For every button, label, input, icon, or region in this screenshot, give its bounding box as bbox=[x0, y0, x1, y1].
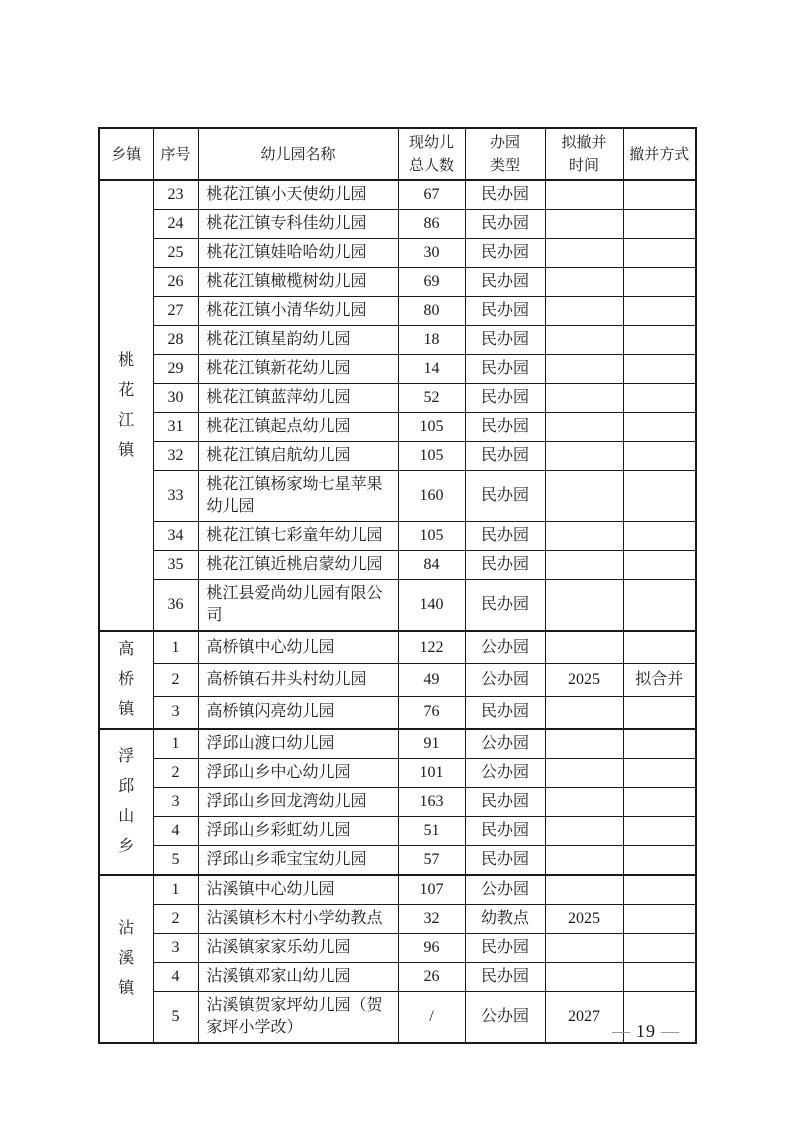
serial-cell: 3 bbox=[153, 696, 198, 729]
count-cell: 80 bbox=[398, 297, 465, 326]
table-row bbox=[99, 297, 696, 326]
type-cell: 民办园 bbox=[465, 551, 545, 580]
method-cell bbox=[623, 759, 696, 788]
count-cell: 30 bbox=[398, 239, 465, 268]
method-cell bbox=[623, 817, 696, 846]
name-cell: 沾溪镇中心幼儿园 bbox=[198, 875, 398, 905]
time-cell bbox=[545, 631, 623, 664]
name-cell: 浮邱山乡彩虹幼儿园 bbox=[198, 817, 398, 846]
header-row bbox=[99, 128, 696, 180]
header-type-line2: 类型 bbox=[489, 157, 520, 174]
table-row bbox=[99, 210, 696, 239]
name-cell: 沾溪镇杉木村小学幼教点 bbox=[198, 905, 398, 934]
type-cell: 民办园 bbox=[465, 696, 545, 729]
township-cell bbox=[99, 180, 153, 631]
time-cell bbox=[545, 729, 623, 759]
table-body bbox=[99, 180, 696, 1043]
serial-cell: 36 bbox=[153, 580, 198, 632]
serial-cell: 5 bbox=[153, 992, 198, 1044]
type-cell: 公办园 bbox=[465, 664, 545, 696]
table-row bbox=[99, 788, 696, 817]
time-cell bbox=[545, 551, 623, 580]
count-cell: 96 bbox=[398, 934, 465, 963]
page-number-dash-right: — bbox=[661, 1021, 680, 1041]
serial-cell: 2 bbox=[153, 664, 198, 696]
header-count bbox=[398, 128, 465, 180]
time-cell bbox=[545, 326, 623, 355]
table-row bbox=[99, 239, 696, 268]
method-cell bbox=[623, 471, 696, 522]
count-cell: 105 bbox=[398, 413, 465, 442]
page-number-dash-left: — bbox=[612, 1021, 631, 1041]
count-cell: 67 bbox=[398, 180, 465, 210]
type-cell: 民办园 bbox=[465, 580, 545, 632]
serial-cell: 31 bbox=[153, 413, 198, 442]
count-cell: 91 bbox=[398, 729, 465, 759]
time-cell bbox=[545, 413, 623, 442]
count-cell: 84 bbox=[398, 551, 465, 580]
type-cell: 公办园 bbox=[465, 875, 545, 905]
serial-cell: 35 bbox=[153, 551, 198, 580]
type-cell: 公办园 bbox=[465, 729, 545, 759]
name-cell: 高桥镇中心幼儿园 bbox=[198, 631, 398, 664]
time-cell bbox=[545, 442, 623, 471]
table-row bbox=[99, 384, 696, 413]
type-cell: 民办园 bbox=[465, 239, 545, 268]
table-row bbox=[99, 631, 696, 664]
serial-cell: 1 bbox=[153, 631, 198, 664]
township-cell bbox=[99, 631, 153, 729]
type-cell: 民办园 bbox=[465, 522, 545, 551]
serial-cell: 34 bbox=[153, 522, 198, 551]
township-label: 桃花江镇 bbox=[118, 351, 135, 459]
table-row bbox=[99, 846, 696, 876]
header-count-line1: 现幼儿 bbox=[408, 134, 454, 151]
table-row bbox=[99, 934, 696, 963]
table-row bbox=[99, 268, 696, 297]
type-cell: 幼教点 bbox=[465, 905, 545, 934]
header-method bbox=[623, 128, 696, 180]
method-cell bbox=[623, 210, 696, 239]
name-cell: 桃花江镇小清华幼儿园 bbox=[198, 297, 398, 326]
serial-cell: 2 bbox=[153, 759, 198, 788]
name-cell: 桃花江镇专科佳幼儿园 bbox=[198, 210, 398, 239]
count-cell: 49 bbox=[398, 664, 465, 696]
type-cell: 民办园 bbox=[465, 963, 545, 992]
count-cell: / bbox=[398, 992, 465, 1044]
serial-cell: 29 bbox=[153, 355, 198, 384]
time-cell bbox=[545, 180, 623, 210]
count-cell: 26 bbox=[398, 963, 465, 992]
header-township bbox=[99, 128, 153, 180]
header-type-line1: 办园 bbox=[489, 134, 520, 151]
serial-cell: 27 bbox=[153, 297, 198, 326]
name-cell: 桃花江镇七彩童年幼儿园 bbox=[198, 522, 398, 551]
time-cell: 2027 bbox=[545, 992, 623, 1044]
header-township-label: 乡镇 bbox=[111, 145, 142, 163]
type-cell: 民办园 bbox=[465, 180, 545, 210]
type-cell: 民办园 bbox=[465, 413, 545, 442]
type-cell: 公办园 bbox=[465, 992, 545, 1044]
name-cell: 桃花江镇蓝萍幼儿园 bbox=[198, 384, 398, 413]
count-cell: 105 bbox=[398, 522, 465, 551]
table-row bbox=[99, 875, 696, 905]
header-time-line2: 时间 bbox=[568, 157, 599, 174]
time-cell bbox=[545, 788, 623, 817]
table-row bbox=[99, 180, 696, 210]
name-cell: 浮邱山乡中心幼儿园 bbox=[198, 759, 398, 788]
serial-cell: 2 bbox=[153, 905, 198, 934]
method-cell bbox=[623, 180, 696, 210]
method-cell bbox=[623, 413, 696, 442]
header-type bbox=[465, 128, 545, 180]
method-cell bbox=[623, 384, 696, 413]
table-row bbox=[99, 963, 696, 992]
name-cell: 桃花江镇杨家坳七星苹果幼儿园 bbox=[198, 471, 398, 522]
township-cell bbox=[99, 729, 153, 875]
count-cell: 32 bbox=[398, 905, 465, 934]
serial-cell: 5 bbox=[153, 846, 198, 876]
count-cell: 86 bbox=[398, 210, 465, 239]
serial-cell: 26 bbox=[153, 268, 198, 297]
method-cell bbox=[623, 580, 696, 632]
serial-cell: 25 bbox=[153, 239, 198, 268]
method-cell: 拟合并 bbox=[623, 664, 696, 696]
time-cell bbox=[545, 297, 623, 326]
serial-cell: 32 bbox=[153, 442, 198, 471]
name-cell: 高桥镇石井头村幼儿园 bbox=[198, 664, 398, 696]
table-row bbox=[99, 729, 696, 759]
header-name bbox=[198, 128, 398, 180]
table-row bbox=[99, 442, 696, 471]
table-row bbox=[99, 522, 696, 551]
count-cell: 57 bbox=[398, 846, 465, 876]
time-cell bbox=[545, 239, 623, 268]
count-cell: 101 bbox=[398, 759, 465, 788]
name-cell: 浮邱山乡回龙湾幼儿园 bbox=[198, 788, 398, 817]
count-cell: 107 bbox=[398, 875, 465, 905]
serial-cell: 1 bbox=[153, 729, 198, 759]
time-cell bbox=[545, 875, 623, 905]
header-time-line1: 拟撤并 bbox=[561, 134, 607, 151]
name-cell: 桃江县爱尚幼儿园有限公司 bbox=[198, 580, 398, 632]
table-row bbox=[99, 759, 696, 788]
time-cell: 2025 bbox=[545, 664, 623, 696]
serial-cell: 1 bbox=[153, 875, 198, 905]
method-cell bbox=[623, 239, 696, 268]
serial-cell: 3 bbox=[153, 788, 198, 817]
serial-cell: 24 bbox=[153, 210, 198, 239]
count-cell: 163 bbox=[398, 788, 465, 817]
count-cell: 14 bbox=[398, 355, 465, 384]
type-cell: 民办园 bbox=[465, 326, 545, 355]
method-cell bbox=[623, 355, 696, 384]
time-cell bbox=[545, 759, 623, 788]
count-cell: 140 bbox=[398, 580, 465, 632]
method-cell bbox=[623, 846, 696, 876]
type-cell: 民办园 bbox=[465, 817, 545, 846]
count-cell: 69 bbox=[398, 268, 465, 297]
method-cell bbox=[623, 788, 696, 817]
name-cell: 桃花江镇启航幼儿园 bbox=[198, 442, 398, 471]
time-cell bbox=[545, 522, 623, 551]
type-cell: 民办园 bbox=[465, 471, 545, 522]
type-cell: 公办园 bbox=[465, 759, 545, 788]
table-row bbox=[99, 551, 696, 580]
method-cell bbox=[623, 905, 696, 934]
time-cell bbox=[545, 934, 623, 963]
header-serial bbox=[153, 128, 198, 180]
type-cell: 民办园 bbox=[465, 846, 545, 876]
type-cell: 民办园 bbox=[465, 442, 545, 471]
name-cell: 浮邱山渡口幼儿园 bbox=[198, 729, 398, 759]
township-label: 沾溪镇 bbox=[118, 920, 135, 997]
name-cell: 桃花江镇小天使幼儿园 bbox=[198, 180, 398, 210]
type-cell: 民办园 bbox=[465, 297, 545, 326]
header-serial-label: 序号 bbox=[160, 145, 191, 163]
type-cell: 民办园 bbox=[465, 355, 545, 384]
name-cell: 沾溪镇贺家坪幼儿园（贺家坪小学改） bbox=[198, 992, 398, 1044]
method-cell bbox=[623, 631, 696, 664]
time-cell bbox=[545, 580, 623, 632]
time-cell bbox=[545, 355, 623, 384]
type-cell: 民办园 bbox=[465, 268, 545, 297]
page-number-value: 19 bbox=[636, 1021, 656, 1041]
count-cell: 160 bbox=[398, 471, 465, 522]
count-cell: 76 bbox=[398, 696, 465, 729]
name-cell: 沾溪镇家家乐幼儿园 bbox=[198, 934, 398, 963]
header-time bbox=[545, 128, 623, 180]
type-cell: 民办园 bbox=[465, 788, 545, 817]
table-row bbox=[99, 471, 696, 522]
time-cell bbox=[545, 384, 623, 413]
table-row bbox=[99, 355, 696, 384]
count-cell: 122 bbox=[398, 631, 465, 664]
type-cell: 民办园 bbox=[465, 210, 545, 239]
page-number bbox=[598, 1021, 694, 1042]
method-cell bbox=[623, 729, 696, 759]
time-cell bbox=[545, 268, 623, 297]
method-cell bbox=[623, 696, 696, 729]
name-cell: 浮邱山乡乖宝宝幼儿园 bbox=[198, 846, 398, 876]
township-label: 浮邱山乡 bbox=[118, 748, 135, 855]
serial-cell: 33 bbox=[153, 471, 198, 522]
method-cell bbox=[623, 551, 696, 580]
count-cell: 105 bbox=[398, 442, 465, 471]
time-cell: 2025 bbox=[545, 905, 623, 934]
type-cell: 公办园 bbox=[465, 631, 545, 664]
method-cell bbox=[623, 268, 696, 297]
header-method-label: 撤并方式 bbox=[629, 145, 690, 163]
time-cell bbox=[545, 817, 623, 846]
table-row bbox=[99, 580, 696, 632]
time-cell bbox=[545, 846, 623, 876]
time-cell bbox=[545, 471, 623, 522]
table-row bbox=[99, 817, 696, 846]
name-cell: 桃花江镇新花幼儿园 bbox=[198, 355, 398, 384]
serial-cell: 4 bbox=[153, 963, 198, 992]
table-row bbox=[99, 664, 696, 696]
serial-cell: 4 bbox=[153, 817, 198, 846]
name-cell: 桃花江镇橄榄树幼儿园 bbox=[198, 268, 398, 297]
count-cell: 18 bbox=[398, 326, 465, 355]
table-row bbox=[99, 326, 696, 355]
method-cell bbox=[623, 442, 696, 471]
method-cell bbox=[623, 326, 696, 355]
method-cell bbox=[623, 522, 696, 551]
name-cell: 沾溪镇邓家山幼儿园 bbox=[198, 963, 398, 992]
serial-cell: 28 bbox=[153, 326, 198, 355]
kindergarten-table bbox=[98, 127, 697, 1044]
name-cell: 桃花江镇近桃启蒙幼儿园 bbox=[198, 551, 398, 580]
count-cell: 51 bbox=[398, 817, 465, 846]
method-cell bbox=[623, 963, 696, 992]
time-cell bbox=[545, 210, 623, 239]
township-cell bbox=[99, 875, 153, 1043]
serial-cell: 30 bbox=[153, 384, 198, 413]
table-row bbox=[99, 905, 696, 934]
method-cell bbox=[623, 297, 696, 326]
type-cell: 民办园 bbox=[465, 384, 545, 413]
count-cell: 52 bbox=[398, 384, 465, 413]
name-cell: 桃花江镇娃哈哈幼儿园 bbox=[198, 239, 398, 268]
name-cell: 高桥镇闪亮幼儿园 bbox=[198, 696, 398, 729]
township-label: 高桥镇 bbox=[118, 641, 135, 718]
method-cell bbox=[623, 875, 696, 905]
header-name-label: 幼儿园名称 bbox=[260, 145, 336, 163]
time-cell bbox=[545, 696, 623, 729]
table-row bbox=[99, 696, 696, 729]
serial-cell: 23 bbox=[153, 180, 198, 210]
name-cell: 桃花江镇起点幼儿园 bbox=[198, 413, 398, 442]
type-cell: 民办园 bbox=[465, 934, 545, 963]
method-cell bbox=[623, 934, 696, 963]
header-count-line2: 总人数 bbox=[408, 157, 454, 174]
name-cell: 桃花江镇星韵幼儿园 bbox=[198, 326, 398, 355]
table-row bbox=[99, 413, 696, 442]
serial-cell: 3 bbox=[153, 934, 198, 963]
time-cell bbox=[545, 963, 623, 992]
